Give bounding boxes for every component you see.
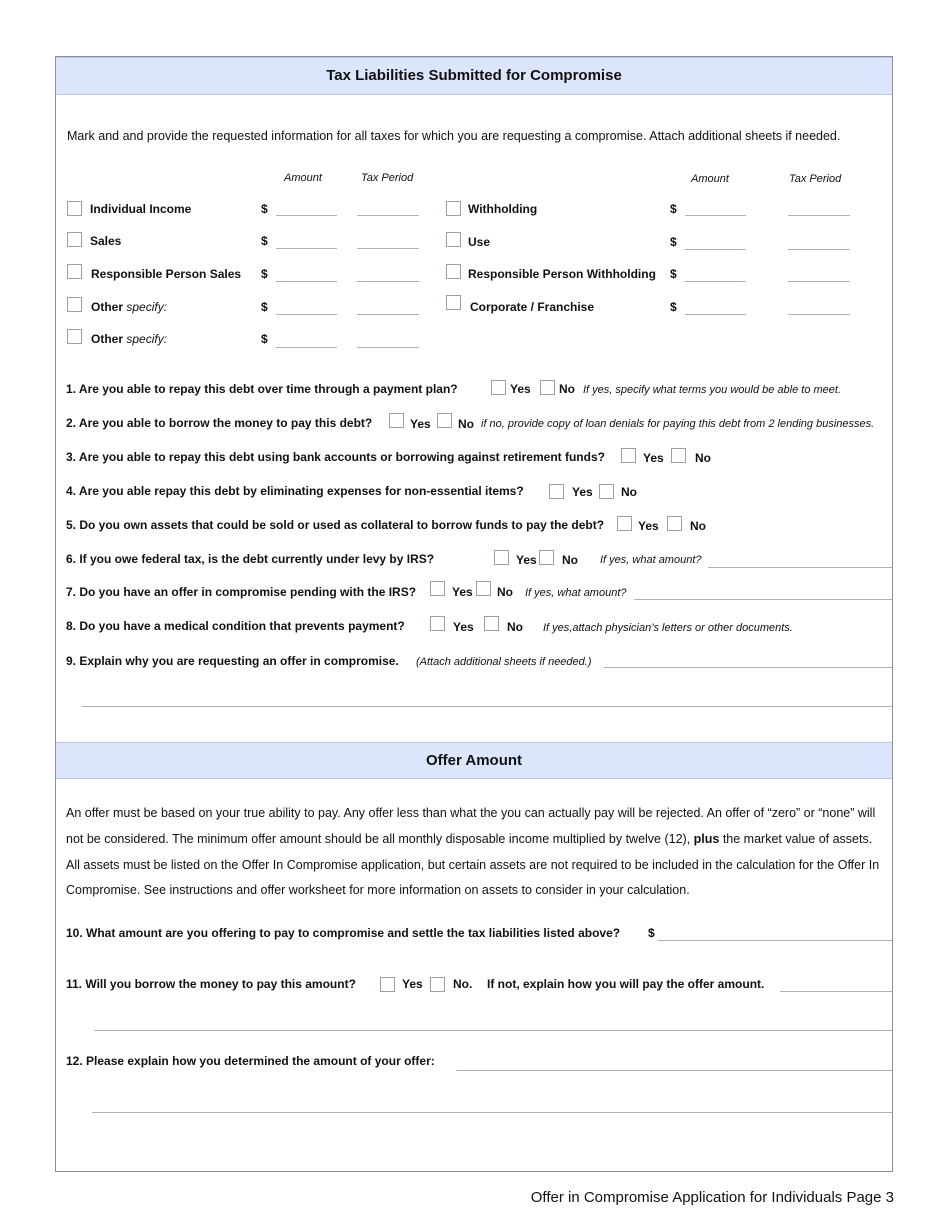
question-3-no-checkbox[interactable] [671, 448, 686, 463]
question-9-explanation-input[interactable] [604, 651, 892, 668]
yes-label: Yes [643, 451, 664, 465]
form-frame [55, 56, 893, 1172]
withholding-amount-input[interactable] [685, 199, 746, 216]
other-1-label: Other specify: [91, 300, 168, 314]
individual-income-amount-input[interactable] [276, 199, 337, 216]
question-12-explanation-input[interactable] [456, 1054, 892, 1071]
use-tax-period-input[interactable] [788, 233, 850, 250]
individual-income-checkbox[interactable] [67, 201, 82, 216]
yes-label: Yes [572, 485, 593, 499]
yes-label: Yes [402, 977, 423, 991]
no-label: No [507, 620, 523, 634]
question-3-yes-checkbox[interactable] [621, 448, 636, 463]
no-label: No [690, 519, 706, 533]
question-1-no-checkbox[interactable] [540, 380, 555, 395]
tax-period-header-left: Tax Period [361, 172, 414, 184]
withholding-checkbox[interactable] [446, 201, 461, 216]
withholding-label: Withholding [468, 202, 538, 216]
tax-period-header-right: Tax Period [789, 173, 842, 185]
question-12-explanation-line-2[interactable] [92, 1096, 892, 1113]
responsible-person-sales-checkbox[interactable] [67, 264, 82, 279]
withholding-tax-period-input[interactable] [788, 199, 850, 216]
responsible-person-withholding-checkbox[interactable] [446, 264, 461, 279]
dollar-sign: $ [648, 926, 655, 940]
question-6-no-checkbox[interactable] [539, 550, 554, 565]
question-2-yes-checkbox[interactable] [389, 413, 404, 428]
question-11-yes-checkbox[interactable] [380, 977, 395, 992]
question-4-yes-checkbox[interactable] [549, 484, 564, 499]
question-10-text: 10. What amount are you offering to pay to compromise and settle the tax liabilities listed above? [66, 926, 621, 940]
dollar-sign: $ [670, 267, 677, 281]
question-7-text: 7. Do you have an offer in compromise pending with the IRS? [66, 585, 417, 599]
question-6-amount-input[interactable] [708, 551, 892, 568]
no-label: No [562, 553, 578, 567]
question-7-amount-input[interactable] [634, 583, 892, 600]
yes-label: Yes [410, 417, 431, 431]
question-11-no-checkbox[interactable] [430, 977, 445, 992]
other-2-label: Other specify: [91, 332, 168, 346]
question-9-text: 9. Explain why you are requesting an offer in compromise. [66, 654, 399, 668]
yes-label: Yes [510, 382, 531, 396]
question-11-explanation-input[interactable] [780, 975, 892, 992]
yes-label: Yes [452, 585, 473, 599]
responsible-person-sales-amount-input[interactable] [276, 265, 337, 282]
use-amount-input[interactable] [685, 233, 746, 250]
use-checkbox[interactable] [446, 232, 461, 247]
other-2-tax-period-input[interactable] [357, 331, 419, 348]
other-1-tax-period-input[interactable] [357, 298, 419, 315]
no-label: No [497, 585, 513, 599]
dollar-sign: $ [261, 300, 268, 314]
no-label: No [621, 485, 637, 499]
question-1-text: 1. Are you able to repay this debt over time through a payment plan? [66, 382, 458, 396]
corporate-franchise-amount-input[interactable] [685, 298, 746, 315]
question-12-text: 12. Please explain how you determined the amount of your offer: [66, 1054, 435, 1068]
question-3-text: 3. Are you able to repay this debt using bank accounts or borrowing against retirement funds? [66, 450, 605, 464]
individual-income-tax-period-input[interactable] [357, 199, 419, 216]
question-9-note: (Attach additional sheets if needed.) [416, 656, 592, 668]
corporate-franchise-checkbox[interactable] [446, 295, 461, 310]
dollar-sign: $ [261, 202, 268, 216]
question-11-followup: If not, explain how you will pay the offer amount. [487, 977, 765, 991]
section-header-tax-liabilities: Tax Liabilities Submitted for Compromise [56, 57, 892, 95]
corporate-franchise-label: Corporate / Franchise [470, 300, 595, 314]
other-1-checkbox[interactable] [67, 297, 82, 312]
corporate-franchise-tax-period-input[interactable] [788, 298, 850, 315]
use-label: Use [468, 235, 491, 249]
question-11-explanation-line-2[interactable] [94, 1014, 892, 1031]
no-period-label: No. [453, 977, 473, 991]
responsible-person-withholding-amount-input[interactable] [685, 265, 746, 282]
intro-text: Mark and and provide the requested information for all taxes for which you are requesting a compromise. Attach additional sheets if needed. [67, 129, 841, 143]
question-8-yes-checkbox[interactable] [430, 616, 445, 631]
other-1-amount-input[interactable] [276, 298, 337, 315]
question-5-yes-checkbox[interactable] [617, 516, 632, 531]
sales-tax-period-input[interactable] [357, 232, 419, 249]
question-4-no-checkbox[interactable] [599, 484, 614, 499]
dollar-sign: $ [670, 202, 677, 216]
question-6-note: If yes, what amount? [600, 554, 702, 566]
offer-amount-input[interactable] [658, 924, 892, 941]
question-9-explanation-line-2[interactable] [82, 690, 892, 707]
question-5-no-checkbox[interactable] [667, 516, 682, 531]
offer-paragraph: An offer must be based on your true ability to pay. Any offer less than what the you can actually pay will be rejected. An offer of “zero” or “none” will not be considered. The minimum offer amount should be all monthly disposable income multiplied by twelve (12), plus the market value of assets. All assets must be listed on the Offer In Compromise application, but certain assets are not required to be included in the calculation for the Offer In Compromise. See instructions and offer worksheet for more information on assets to consider in your calculation. [66, 806, 880, 898]
question-4-text: 4. Are you able repay this debt by eliminating expenses for non-essential items? [66, 484, 524, 498]
amount-header-right: Amount [691, 173, 729, 185]
responsible-person-withholding-label: Responsible Person Withholding [468, 267, 656, 281]
yes-label: Yes [516, 553, 537, 567]
amount-header-left: Amount [284, 172, 322, 184]
question-8-text: 8. Do you have a medical condition that prevents payment? [66, 619, 405, 633]
individual-income-label: Individual Income [90, 202, 192, 216]
question-5-text: 5. Do you own assets that could be sold or used as collateral to borrow funds to pay the debt? [66, 518, 605, 532]
other-2-checkbox[interactable] [67, 329, 82, 344]
question-1-yes-checkbox[interactable] [491, 380, 506, 395]
dollar-sign: $ [261, 267, 268, 281]
question-2-no-checkbox[interactable] [437, 413, 452, 428]
dollar-sign: $ [670, 300, 677, 314]
yes-label: Yes [638, 519, 659, 533]
question-8-note: If yes,attach physician’s letters or other documents. [543, 622, 793, 634]
other-2-amount-input[interactable] [276, 331, 337, 348]
responsible-person-withholding-tax-period-input[interactable] [788, 265, 850, 282]
dollar-sign: $ [261, 332, 268, 346]
question-7-note: If yes, what amount? [525, 587, 627, 599]
sales-amount-input[interactable] [276, 232, 337, 249]
question-6-yes-checkbox[interactable] [494, 550, 509, 565]
question-11-text: 11. Will you borrow the money to pay this amount? [66, 977, 356, 991]
dollar-sign: $ [261, 234, 268, 248]
question-7-yes-checkbox[interactable] [430, 581, 445, 596]
no-label: No [695, 451, 711, 465]
question-1-note: If yes, specify what terms you would be able to meet. [583, 384, 842, 396]
question-7-no-checkbox[interactable] [476, 581, 491, 596]
question-8-no-checkbox[interactable] [484, 616, 499, 631]
yes-label: Yes [453, 620, 474, 634]
question-2-note: if no, provide copy of loan denials for paying this debt from 2 lending businesses. [481, 418, 875, 430]
question-2-text: 2. Are you able to borrow the money to pay this debt? [66, 416, 373, 430]
dollar-sign: $ [670, 235, 677, 249]
responsible-person-sales-label: Responsible Person Sales [91, 267, 242, 281]
question-6-text: 6. If you owe federal tax, is the debt currently under levy by IRS? [66, 552, 435, 566]
no-label: No [559, 382, 575, 396]
sales-checkbox[interactable] [67, 232, 82, 247]
section-header-offer-amount: Offer Amount [56, 742, 892, 779]
page-footer: Offer in Compromise Application for Individuals Page 3 [530, 1189, 894, 1206]
responsible-person-sales-tax-period-input[interactable] [357, 265, 419, 282]
sales-label: Sales [90, 234, 122, 248]
no-label: No [458, 417, 474, 431]
